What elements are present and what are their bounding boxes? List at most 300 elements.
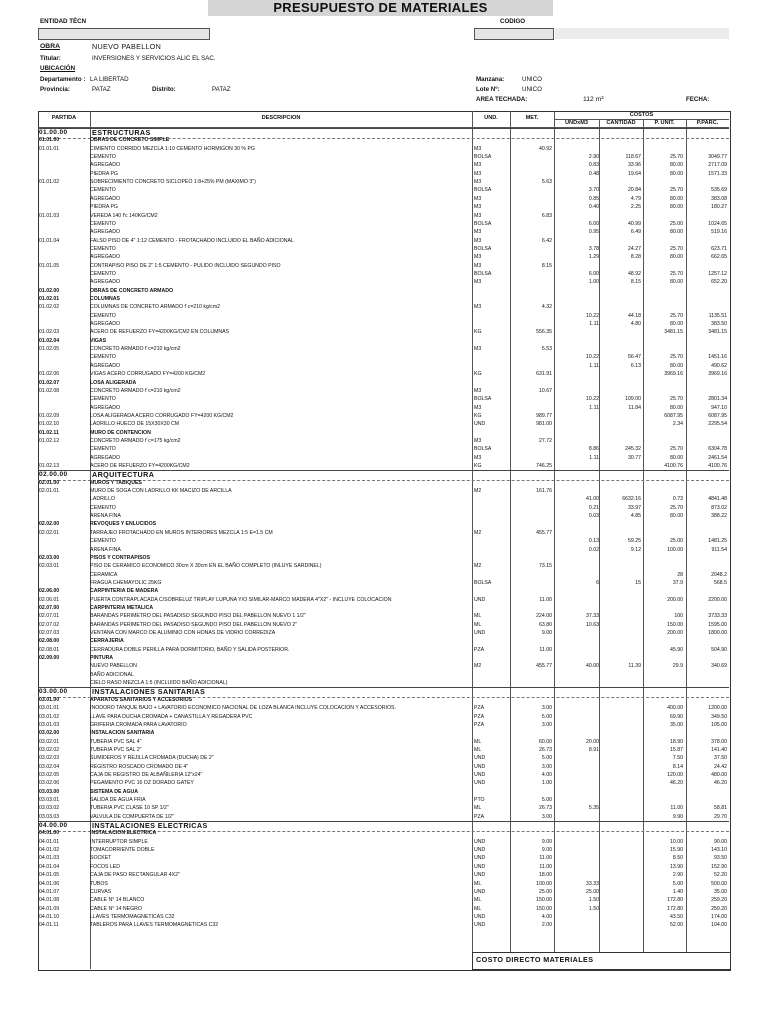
description-cell: CEMENTO xyxy=(90,187,116,194)
p-parc-cell: 141.40 xyxy=(711,746,727,753)
unit-cell: M3 xyxy=(474,145,482,152)
description-cell: TUBERIA PVC SAL 2" xyxy=(90,746,142,753)
p-parc-cell: 35.00 xyxy=(714,888,727,895)
unit-cell: M3 xyxy=(474,454,482,461)
metrado-cell: 4.00 xyxy=(541,913,552,920)
und-m3-cell: 10.63 xyxy=(586,621,599,628)
p-unit-cell: 80.00 xyxy=(670,279,683,286)
table-row xyxy=(38,763,729,771)
partida-cell: 03.00.00 xyxy=(39,688,68,696)
partida-cell: 02.07.03 xyxy=(39,630,60,636)
p-parc-cell: 46.20 xyxy=(714,780,727,787)
table-row xyxy=(38,863,729,871)
description-cell: AGREGADO xyxy=(90,404,120,411)
p-parc-cell: 143.10 xyxy=(711,847,727,854)
cantidad-cell: 44.18 xyxy=(628,312,641,319)
metrado-cell: 100.00 xyxy=(536,880,552,887)
metrado-cell: 2.00 xyxy=(541,922,552,929)
p-unit-cell: 25.00 xyxy=(670,220,683,227)
unit-cell: M2 xyxy=(474,663,482,670)
unit-cell: ML xyxy=(474,905,482,912)
p-parc-cell: 911.54 xyxy=(711,546,727,553)
und-m3-cell: 40.00 xyxy=(586,663,599,670)
p-unit-cell: 8.50 xyxy=(672,855,683,862)
p-unit-cell: 80.00 xyxy=(670,404,683,411)
partida-cell: 03.02.02 xyxy=(39,746,60,753)
partida-cell: 02.08.01 xyxy=(39,646,60,653)
p-parc-cell: 378.00 xyxy=(711,738,727,745)
description-cell: CEMENTO xyxy=(90,220,116,227)
partida-cell: 02.09.00 xyxy=(39,655,60,662)
unit-cell: UND xyxy=(474,872,486,879)
table-row xyxy=(38,278,729,286)
p-parc-cell: 1571.33 xyxy=(708,170,727,177)
departamento-label: Departamento : xyxy=(40,76,86,83)
unit-cell: M3 xyxy=(474,262,482,269)
subsection-row xyxy=(38,520,729,528)
und-m3-cell: 2.90 xyxy=(588,154,599,161)
description-cell: REGISTRO ROSCADO CROMADO DE 4" xyxy=(90,763,189,770)
table-row xyxy=(38,404,729,412)
metrado-cell: 8.15 xyxy=(541,262,552,269)
entidad-field[interactable] xyxy=(38,28,210,40)
table-row xyxy=(38,353,729,361)
p-unit-cell: 52.00 xyxy=(670,922,683,929)
description-cell: AGREGADO xyxy=(90,279,120,286)
description-cell: PISO DE CERAMICO ECONOMICO 30cm X 30cm EN EL BAÑO COMPLETO (INLUYE SARDINEL) xyxy=(90,563,322,570)
partida-cell: 02.06.00 xyxy=(39,588,60,595)
description-cell: CEMENTO xyxy=(90,538,116,545)
table-row xyxy=(38,871,729,879)
description-cell: TUBOS xyxy=(90,880,108,887)
und-m3-cell: 33.33 xyxy=(586,880,599,887)
subsection-row xyxy=(38,136,729,144)
unit-cell: BOLSA xyxy=(474,220,492,227)
description-cell: PUERTA CONTRAPLACADA C/SOBRELUZ TRIPLAY LUPUNA Y/O SIMILAR-MARCO MADERA 4"X2" - INCLUYE COLOCACION xyxy=(90,596,392,603)
description-cell: AGREGADO xyxy=(90,454,120,461)
table-row xyxy=(38,262,729,270)
table-row xyxy=(38,562,729,570)
unit-cell: ML xyxy=(474,746,482,753)
p-unit-cell: 7.50 xyxy=(672,755,683,762)
metrado-cell: 11.00 xyxy=(539,863,552,870)
metrado-cell: 150.00 xyxy=(536,905,552,912)
partida-cell: 01.02.05 xyxy=(39,346,60,353)
unit-cell: M3 xyxy=(474,254,482,261)
table-row xyxy=(38,880,729,888)
p-unit-cell: 25.70 xyxy=(670,504,683,511)
p-unit-cell: 25.70 xyxy=(670,354,683,361)
description-cell: COLUMNAS xyxy=(90,296,120,302)
description-cell: VALVULA DE COMPUERTA DE 1/2" xyxy=(90,813,174,820)
p-unit-cell: 25.70 xyxy=(670,187,683,194)
description-cell: PEGAMENTO PVC 16 OZ DORADO GATEY xyxy=(90,780,194,787)
col-header-p-parc: P.PARC. xyxy=(696,120,719,126)
table-row xyxy=(38,370,729,378)
table-row xyxy=(38,387,729,395)
unit-cell: PZA xyxy=(474,646,485,653)
und-m3-cell: 0.03 xyxy=(588,513,599,520)
p-unit-cell: 45.90 xyxy=(670,646,683,653)
col-header-cantidad: CANTIDAD xyxy=(606,120,636,126)
unit-cell: M3 xyxy=(474,387,482,394)
cantidad-cell: 8.15 xyxy=(630,279,641,286)
description-cell: MURO DE CONTENCION xyxy=(90,429,151,436)
table-row xyxy=(38,679,729,687)
table-row xyxy=(38,178,729,186)
description-cell: PINTURA xyxy=(90,655,114,662)
cantidad-cell: 24.27 xyxy=(628,245,641,252)
table-row xyxy=(38,220,729,228)
description-cell: SOBRECIMIENTO CONCRETO SICLOPEO 1:8+25% PM (MAXIMO 3") xyxy=(90,179,256,186)
p-unit-cell: 80.00 xyxy=(670,204,683,211)
description-cell: LLAVES TERMOMAGNETICAS C32 xyxy=(90,913,175,920)
p-parc-cell: 3733.33 xyxy=(708,613,727,620)
description-cell: TOMACORRIENTE DOBLE xyxy=(90,847,155,854)
p-parc-cell: 480.00 xyxy=(711,771,727,778)
p-parc-cell: 388.22 xyxy=(711,513,727,520)
description-cell: CEMENTO xyxy=(90,245,116,252)
partida-cell: 01.02.02 xyxy=(39,304,60,311)
partida-cell: 01.02.12 xyxy=(39,437,60,444)
p-parc-cell: 947.10 xyxy=(711,404,727,411)
partida-cell: 03.01.01 xyxy=(39,705,60,712)
table-row xyxy=(38,713,729,721)
und-m3-cell: 1.11 xyxy=(589,362,599,369)
p-unit-cell: 15.87 xyxy=(670,746,683,753)
metrado-cell: 5.63 xyxy=(541,179,552,186)
metrado-cell: 11.00 xyxy=(539,855,552,862)
unit-cell: M2 xyxy=(474,529,482,536)
p-unit-cell: 25.70 xyxy=(670,270,683,277)
p-parc-cell: 623.71 xyxy=(711,245,727,252)
description-cell: OBRAS DE CONCRETO SIMPLE xyxy=(90,137,170,144)
description-cell: MUROS Y TABIQUES xyxy=(90,479,142,486)
p-parc-cell: 1595.00 xyxy=(708,621,727,628)
provincia-value: PATAZ xyxy=(92,86,111,93)
p-parc-cell: 3049.77 xyxy=(708,154,727,161)
table-row xyxy=(38,186,729,194)
unit-cell: UND xyxy=(474,763,486,770)
table-row xyxy=(38,646,729,654)
und-m3-cell: 0.13 xyxy=(588,538,599,545)
description-cell: CEMENTO xyxy=(90,446,116,453)
unit-cell: M3 xyxy=(474,404,482,411)
unit-cell: M3 xyxy=(474,212,482,219)
cantidad-cell: 6.13 xyxy=(630,362,641,369)
description-cell: AGREGADO xyxy=(90,195,120,202)
obra-label: OBRA xyxy=(40,43,61,50)
metrado-cell: 60.00 xyxy=(539,738,552,745)
partida-cell: 03.03.00 xyxy=(39,788,60,795)
und-m3-cell: 37.33 xyxy=(586,613,599,620)
unit-cell: UND xyxy=(474,855,486,862)
unit-cell: BOLSA xyxy=(474,396,492,403)
p-parc-cell: 2048.2 xyxy=(711,571,727,578)
partida-cell: 01.01.04 xyxy=(39,237,60,244)
distrito-label: Distrito: xyxy=(152,86,176,93)
unit-cell: ML xyxy=(474,880,482,887)
metrado-cell: 981.00 xyxy=(536,421,552,428)
p-unit-cell: 35.00 xyxy=(670,721,683,728)
partida-cell: 04.01.01 xyxy=(39,838,60,845)
partida-cell: 02.03.01 xyxy=(39,563,60,570)
description-cell: FOCOS LED xyxy=(90,863,120,870)
description-cell: CONCRETO ARMADO f´c=210 kg/cm2 xyxy=(90,346,181,353)
subsection-row xyxy=(38,696,729,704)
partida-cell: 03.02.04 xyxy=(39,763,60,770)
p-parc-cell: 24.42 xyxy=(714,763,727,770)
metrado-cell: 3.00 xyxy=(541,763,552,770)
description-cell: AGREGADO xyxy=(90,254,120,261)
ubicacion-label: UBICACIÓN xyxy=(40,65,76,72)
col-header-descripcion: DESCRIPCION xyxy=(261,115,301,121)
metrado-cell: 5.00 xyxy=(541,755,552,762)
cantidad-cell: 56.47 xyxy=(628,354,641,361)
table-row xyxy=(38,662,729,670)
p-unit-cell: 11.00 xyxy=(670,805,683,812)
page-title: PRESUPUESTO DE MATERIALES xyxy=(273,0,488,15)
description-cell: VIGAS xyxy=(90,337,107,344)
und-m3-cell: 8.91 xyxy=(588,746,599,753)
metrado-cell: 6.42 xyxy=(541,237,552,244)
subsection-row xyxy=(38,587,729,595)
p-unit-cell: 25.70 xyxy=(670,312,683,319)
cantidad-cell: 6632.16 xyxy=(622,496,641,503)
description-cell: CERRADURA DOBLE PERILLA PARA DORMITORIO, BAÑO Y SALIDA POSTERIOR. xyxy=(90,646,290,653)
p-parc-cell: 3969.16 xyxy=(708,371,727,378)
partida-cell: 02.07.01 xyxy=(39,613,60,620)
p-parc-cell: 6087.95 xyxy=(708,412,727,419)
table-row xyxy=(38,161,729,169)
table-row xyxy=(38,487,729,495)
metrado-cell: 9.00 xyxy=(541,847,552,854)
p-unit-cell: 37.9 xyxy=(672,579,683,586)
metrado-cell: 40.92 xyxy=(539,145,552,152)
subsection-row xyxy=(38,337,729,345)
p-parc-cell: 180.27 xyxy=(711,204,727,211)
description-cell: ARQUITECTURA xyxy=(92,471,155,480)
cantidad-cell: 6.49 xyxy=(630,229,641,236)
subsection-row xyxy=(38,287,729,295)
distrito-value: PATAZ xyxy=(212,86,231,93)
p-parc-cell: 93.50 xyxy=(714,855,727,862)
partida-cell: 02.01.00 xyxy=(39,479,60,486)
table-row xyxy=(38,195,729,203)
unit-cell: BOLSA xyxy=(474,187,492,194)
partida-cell: 02.08.00 xyxy=(39,638,60,645)
p-parc-cell: 500.00 xyxy=(711,880,727,887)
p-unit-cell: 80.00 xyxy=(670,170,683,177)
table-row xyxy=(38,704,729,712)
subsection-row xyxy=(38,829,729,837)
table-row xyxy=(38,454,729,462)
table-row xyxy=(38,905,729,913)
description-cell: SOCKET xyxy=(90,855,112,862)
table-row xyxy=(38,170,729,178)
p-parc-cell: 2801.34 xyxy=(708,396,727,403)
cantidad-cell: 15 xyxy=(635,579,641,586)
subsection-row xyxy=(38,788,729,796)
obra-value: NUEVO PABELLON xyxy=(92,42,162,51)
table-row xyxy=(38,237,729,245)
subsection-row xyxy=(38,429,729,437)
p-unit-cell: 120.00 xyxy=(667,771,683,778)
und-m3-cell: 1.11 xyxy=(589,404,599,411)
cantidad-cell: 109.00 xyxy=(625,396,641,403)
table-row xyxy=(38,771,729,779)
description-cell: REVOQUES Y ENLUCIDOS xyxy=(90,521,157,528)
description-cell: CIELO RASO MEZCLA 1:5 (INCLUIDO BAÑO ADICIONAL) xyxy=(90,680,228,687)
col-header-p-unit: P. UNIT. xyxy=(654,120,675,126)
unit-cell: M3 xyxy=(474,304,482,311)
p-unit-cell: 0.73 xyxy=(672,496,683,503)
cantidad-cell: 4.80 xyxy=(630,321,641,328)
table-row xyxy=(38,846,729,854)
description-cell: AGREGADO xyxy=(90,162,120,169)
p-unit-cell: 18.90 xyxy=(670,738,683,745)
und-m3-cell: 5.35 xyxy=(588,805,599,812)
partida-cell: 04.01.08 xyxy=(39,897,60,904)
metrado-cell: 10.67 xyxy=(539,387,552,394)
table-row xyxy=(38,412,729,420)
und-m3-cell: 10.22 xyxy=(586,396,599,403)
und-m3-cell: 0.83 xyxy=(588,162,599,169)
description-cell: CEMENTO xyxy=(90,396,116,403)
partida-cell: 02.02.00 xyxy=(39,521,60,528)
unit-cell: M2 xyxy=(474,488,482,495)
p-parc-cell: 1481.25 xyxy=(708,538,727,545)
unit-cell: ML xyxy=(474,613,482,620)
partida-cell: 01.02.13 xyxy=(39,463,60,469)
description-cell: VENTANA CON MARCO DE ALUMINIO CON HONAS DE VIDRIO CORREDIZA xyxy=(90,630,276,636)
p-unit-cell: 9.90 xyxy=(672,813,683,820)
p-parc-cell: 52.20 xyxy=(714,872,727,879)
p-parc-cell: 2200.00 xyxy=(708,596,727,603)
unit-cell: UND xyxy=(474,780,486,787)
partida-cell: 01.01.01 xyxy=(39,145,60,152)
und-m3-cell: 1.11 xyxy=(589,454,599,461)
description-cell: MURO DE SOGA CON LADRILLO KK MACIZO DE ARCILLA xyxy=(90,488,232,495)
metrado-cell: 5.00 xyxy=(541,797,552,803)
metrado-cell: 11.00 xyxy=(539,596,552,603)
lote-value: UNICO xyxy=(522,86,542,93)
area-value: 112 m² xyxy=(583,96,604,103)
p-unit-cell: 150.00 xyxy=(667,621,683,628)
table-row xyxy=(38,495,729,503)
partida-cell: 03.03.02 xyxy=(39,805,60,812)
description-cell: CONCRETO ARMADO f´c=175 kg/cm2 xyxy=(90,437,181,444)
cantidad-cell: 8.28 xyxy=(630,254,641,261)
metrado-cell: 556.35 xyxy=(536,329,552,336)
p-parc-cell: 90.00 xyxy=(714,838,727,845)
subsection-row xyxy=(38,554,729,562)
partida-cell: 01.02.07 xyxy=(39,379,60,386)
description-cell: CEMENTO xyxy=(90,154,116,161)
unit-cell: M3 xyxy=(474,204,482,211)
subsection-row xyxy=(38,729,729,737)
cantidad-cell: 30.77 xyxy=(628,454,641,461)
description-cell: TUBERIA PVC CLASE 10 SP 1/2" xyxy=(90,805,169,812)
unit-cell: PZA xyxy=(474,713,485,720)
p-parc-cell: 383.08 xyxy=(711,195,727,202)
description-cell: CEMENTO xyxy=(90,312,116,319)
unit-cell: BOLSA xyxy=(474,154,492,161)
table-row xyxy=(38,212,729,220)
table-row xyxy=(38,579,729,587)
p-parc-cell: 490.62 xyxy=(711,362,727,369)
cantidad-cell: 118.67 xyxy=(625,154,641,161)
p-parc-cell: 174.00 xyxy=(711,913,727,920)
und-m3-cell: 8.86 xyxy=(588,446,599,453)
area-label: AREA TECHADA: xyxy=(476,96,528,103)
partida-cell: 04.01.04 xyxy=(39,863,60,870)
p-parc-cell: 2717.09 xyxy=(708,162,727,169)
cantidad-cell: 2.25 xyxy=(630,204,641,211)
p-unit-cell: 2.90 xyxy=(672,872,683,879)
table-row xyxy=(38,804,729,812)
description-cell: NUEVO PABELLON xyxy=(90,663,137,670)
metrado-cell: 1.00 xyxy=(541,780,552,787)
metrado-cell: 11.00 xyxy=(539,646,552,653)
und-m3-cell: 10.22 xyxy=(586,354,599,361)
description-cell: CEMENTO xyxy=(90,504,116,511)
metrado-cell: 18.00 xyxy=(539,872,552,879)
partida-cell: 02.02.01 xyxy=(39,529,60,536)
description-cell: ARENA FINA xyxy=(90,546,121,553)
p-unit-cell: 3481.15 xyxy=(664,329,683,336)
description-cell: INSTALACION ELECTRICA xyxy=(90,830,157,837)
description-cell: OBRAS DE CONCRETO ARMADO xyxy=(90,287,174,294)
und-m3-cell: 3.78 xyxy=(588,245,599,252)
metrado-cell: 27.72 xyxy=(539,437,552,444)
description-cell: PIEDRA PG xyxy=(90,204,118,211)
table-row xyxy=(38,746,729,754)
description-cell: FRAGUA CHEMAYOLIC 25KG xyxy=(90,579,162,586)
table-row xyxy=(38,420,729,428)
p-parc-cell: 340.69 xyxy=(711,663,727,670)
unit-cell: KG xyxy=(474,329,482,336)
metrado-cell: 3.00 xyxy=(541,813,552,820)
description-cell: PISOS Y CONTRAPISOS xyxy=(90,554,151,561)
partida-cell: 01.02.01 xyxy=(39,296,60,302)
p-parc-cell: 1135.51 xyxy=(708,312,727,319)
unit-cell: BOLSA xyxy=(474,446,492,453)
p-parc-cell: 4841.48 xyxy=(708,496,727,503)
cantidad-cell: 4.79 xyxy=(630,195,641,202)
metrado-cell: 73.15 xyxy=(539,563,552,570)
partida-cell: 01.02.10 xyxy=(39,421,60,428)
description-cell: LOSA ALIGERADA xyxy=(90,379,137,386)
description-cell: CARPINTERIA DE MADERA xyxy=(90,588,159,595)
codigo-field[interactable] xyxy=(474,28,554,40)
p-unit-cell: 172.80 xyxy=(667,905,683,912)
description-cell: CURVAS xyxy=(90,888,112,895)
p-parc-cell: 4100.76 xyxy=(708,463,727,469)
table-row xyxy=(38,345,729,353)
table-row xyxy=(38,738,729,746)
table-row xyxy=(38,228,729,236)
table-row xyxy=(38,253,729,261)
cantidad-cell: 59.25 xyxy=(628,538,641,545)
description-cell: CAJA DE REGISTRO DE ALBAÑILERIA 12"x24" xyxy=(90,771,203,778)
table-row xyxy=(38,145,729,153)
subsection-row xyxy=(38,637,729,645)
unit-cell: UND xyxy=(474,838,486,845)
unit-cell: M3 xyxy=(474,195,482,202)
p-parc-cell: 652.20 xyxy=(711,279,727,286)
und-m3-cell: 41.00 xyxy=(586,496,599,503)
